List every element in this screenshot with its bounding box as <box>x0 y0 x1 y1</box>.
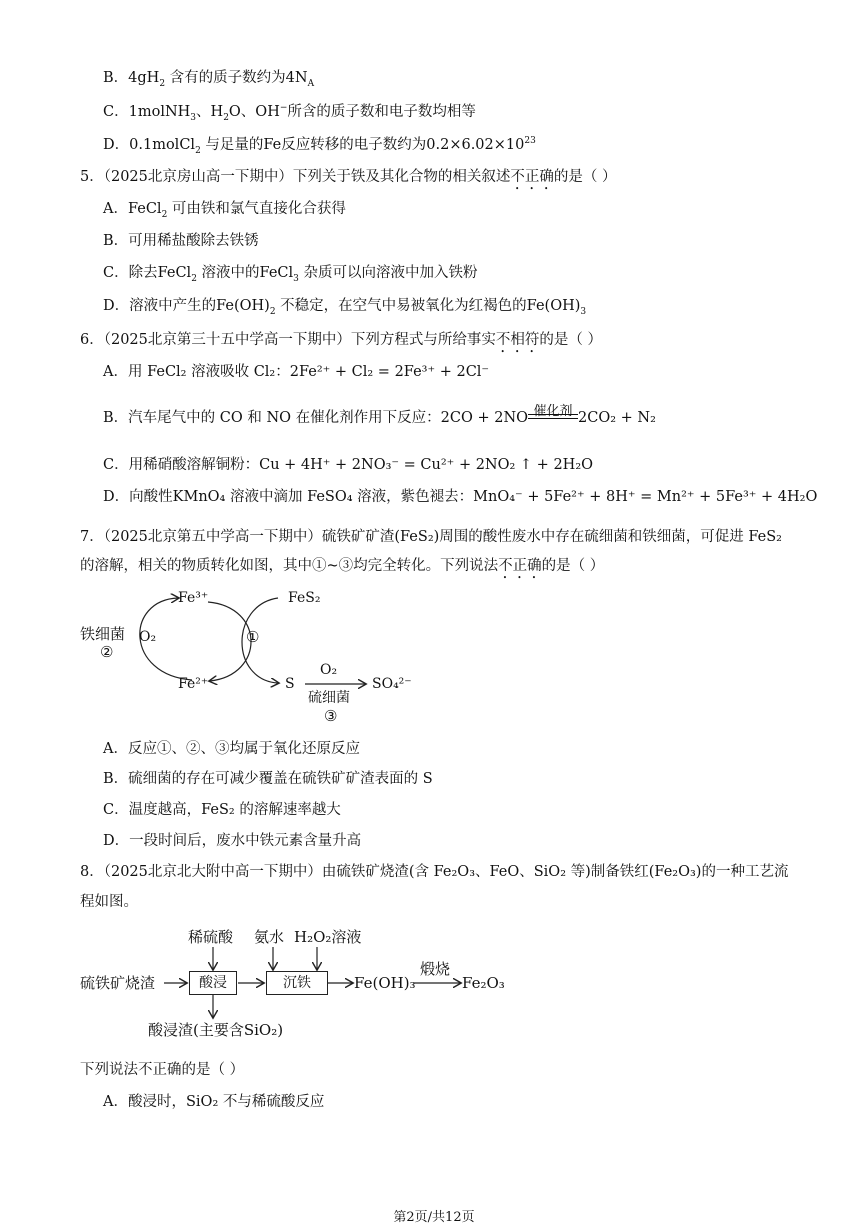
q5-option-c: C．除去FeCl$_2$ 溶液中的FeCl$_3$ 杂质可以向溶液中加入铁粉 <box>103 265 478 284</box>
q5-option-d: D．溶液中产生的$Fe(OH)_2$ 不稳定，在空气中易被氧化为红褐色的$Fe(OH)_3$ <box>103 298 587 317</box>
page-footer: 第2页/共12页 <box>393 1210 475 1225</box>
q7-option-d: D．一段时间后，废水中铁元素含量升高 <box>103 833 362 849</box>
flow-residue-label: 酸浸渣(主要含SiO₂) <box>148 1021 284 1039</box>
so4-label: SO₄²⁻ <box>372 676 412 692</box>
circled-2: ② <box>100 643 114 661</box>
q6-option-d: D．向酸性KMnO₄ 溶液中滴加 FeSO₄ 溶液，紫色褪去：MnO₄⁻ + 5Fe²⁺ + 8H⁺ = Mn²⁺ + 5Fe³⁺ + 4H₂O <box>103 489 818 505</box>
o2-right-label: O₂ <box>320 662 338 678</box>
sulfur-bacteria-label: 硫细菌 <box>308 690 350 706</box>
flow-end-label: Fe₂O₃ <box>462 974 505 992</box>
q5-option-b: B．可用稀盐酸除去铁锈 <box>103 233 259 249</box>
q4-option-b: B．$4gH_2$ 含有的质子数约为$4N_A$ <box>103 70 315 89</box>
q8-option-a: A．酸浸时，SiO₂ 不与稀硫酸反应 <box>103 1094 325 1110</box>
o2-left-label: O₂ <box>139 629 157 645</box>
q7-stem-line1: 7．（2025北京第五中学高一下期中）硫铁矿矿渣(FeS₂)周围的酸性废水中存在硫细菌和铁细菌，可促进 FeS₂ <box>80 529 782 545</box>
q5-stem: 5．（2025北京房山高一下期中）下列关于铁及其化合物的相关叙述不正确的是（ ） <box>80 169 617 185</box>
q8-stem-line1: 8．（2025北京北大附中高一下期中）由硫铁矿烧渣(含 Fe₂O₃、FeO、SiO₂ 等)制备铁红(Fe₂O₃)的一种工艺流 <box>80 864 789 880</box>
q7-option-a: A．反应①、②、③均属于氧化还原反应 <box>103 741 360 757</box>
s-label: S <box>285 676 295 692</box>
flow-box-acid-leach: 酸浸 <box>189 971 237 995</box>
flow-h2o2-label: H₂O₂溶液 <box>294 928 362 946</box>
q8-sub-question: 下列说法不正确的是（ ） <box>80 1062 245 1078</box>
fe3-label: Fe³⁺ <box>178 590 209 606</box>
q6-option-c: C．用稀硝酸溶解铜粉：Cu + 4H⁺ + 2NO₃⁻ = Cu²⁺ + 2NO₂ ↑ + 2H₂O <box>103 457 594 473</box>
fe2-label: Fe²⁺ <box>178 676 209 692</box>
q4-option-d: D．0.1molCl$_2$ 与足量的Fe反应转移的电子数约为$0.2\times 6.02\times 10^{23}$ <box>103 136 536 156</box>
q5-option-a: A．FeCl$_2$ 可由铁和氯气直接化合获得 <box>103 201 346 220</box>
flow-calcine-label: 煅烧 <box>420 960 451 978</box>
circled-1: ① <box>246 628 260 646</box>
circled-3: ③ <box>324 707 338 725</box>
flow-acid-label: 稀硫酸 <box>188 928 234 946</box>
q6-stem: 6．（2025北京第三十五中学高一下期中）下列方程式与所给事实不相符的是（ ） <box>80 332 602 348</box>
flow-feoh3-label: Fe(OH)₃ <box>354 974 416 992</box>
cycle-arrows <box>80 585 420 730</box>
fes2-label: FeS₂ <box>288 590 321 606</box>
q6-option-b: B．汽车尾气中的 CO 和 NO 在催化剂作用下反应：2CO + 2NO 催化剂 2CO₂ + N₂ <box>103 404 656 426</box>
q6-option-a: A．用 FeCl₂ 溶液吸收 Cl₂：2Fe²⁺ + Cl₂ = 2Fe³⁺ + 2Cl⁻ <box>103 364 490 380</box>
q7-option-c: C．温度越高，FeS₂ 的溶解速率越大 <box>103 802 341 818</box>
q4-option-c: C．1molNH$_3$、$H_2O$、OH−所含的质子数和电子数均相等 <box>103 103 476 123</box>
q8-process-flow <box>80 925 520 1050</box>
q7-cycle-diagram <box>80 585 420 730</box>
flow-box-precipitate: 沉铁 <box>266 971 328 995</box>
iron-bacteria-label: 铁细菌 <box>80 625 126 643</box>
q7-stem-line2: 的溶解，相关的物质转化如图，其中①~③均完全转化。下列说法不正确的是（ ） <box>80 558 605 574</box>
flow-ammonia-label: 氨水 <box>254 928 285 946</box>
q7-option-b: B．硫细菌的存在可减少覆盖在硫铁矿矿渣表面的 S <box>103 771 433 787</box>
q8-stem-line2: 程如图。 <box>80 894 138 910</box>
flow-start-label: 硫铁矿烧渣 <box>80 974 156 992</box>
